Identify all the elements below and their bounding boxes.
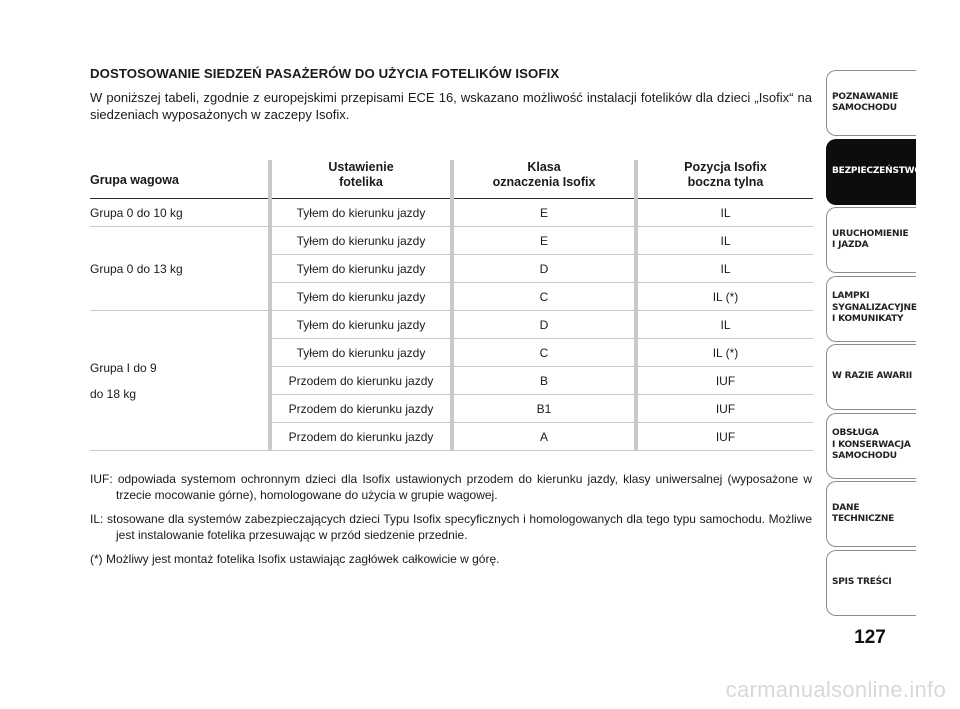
footnotes	[90, 471, 812, 575]
tab-poznawanie-samochodu[interactable]	[826, 70, 916, 136]
tab-label: OBSŁUGA I KONSERWACJA SAMOCHODU	[832, 428, 911, 462]
weight-group-label: Grupa I do 9	[90, 360, 157, 375]
isofix-table	[90, 160, 813, 451]
table-row	[90, 199, 813, 227]
tab-label: SPIS TREŚCI	[832, 576, 892, 587]
weight-group-label: do 18 kg	[90, 386, 137, 401]
table-header-row	[90, 160, 813, 199]
footnote-asterisk: (*) Możliwy jest montaż fotelika Isofix ustawiając zagłówek całkowicie w górę.	[90, 552, 500, 566]
tab-label: POZNAWANIE SAMOCHODU	[832, 91, 899, 113]
isofix-position-cell: IL	[638, 311, 813, 339]
header-weight-group: Grupa wagowa	[90, 160, 268, 199]
table-row	[90, 311, 813, 339]
seat-orientation-cell: Przodem do kierunku jazdy	[272, 423, 450, 451]
isofix-class-cell: C	[454, 283, 634, 311]
tab-spis-tresci[interactable]	[826, 550, 916, 616]
weight-group-cell	[90, 227, 268, 311]
tab-lampki-sygnalizacyjne[interactable]	[826, 276, 916, 342]
weight-group-cell	[90, 311, 268, 451]
seat-orientation-cell: Tyłem do kierunku jazdy	[272, 283, 450, 311]
weight-group-cell	[90, 199, 268, 227]
chapter-tabs	[826, 70, 922, 618]
tab-label: W RAZIE AWARII	[832, 371, 912, 382]
isofix-position-cell: IL	[638, 255, 813, 283]
intro-paragraph: W poniższej tabeli, zgodnie z europejskimi przepisami ECE 16, wskazano możliwość instalacji fotelików dla dzieci „Isofix“ na siedzeniach wyposażonych w zaczepy Isofix.	[90, 90, 812, 122]
tab-bezpieczenstwo[interactable]	[826, 139, 922, 205]
tab-label: BEZPIECZEŃSTWO	[832, 165, 922, 176]
header-isofix-position: Pozycja Isofix boczna tylna	[638, 160, 813, 199]
isofix-class-cell: A	[454, 423, 634, 451]
seat-orientation-cell: Tyłem do kierunku jazdy	[272, 339, 450, 367]
tab-label: DANE TECHNICZNE	[832, 502, 895, 524]
isofix-position-cell: IUF	[638, 423, 813, 451]
isofix-class-cell: D	[454, 255, 634, 283]
header-isofix-class: Klasa oznaczenia Isofix	[454, 160, 634, 199]
isofix-position-cell: IL (*)	[638, 339, 813, 367]
weight-group-label: Grupa 0 do 13 kg	[90, 261, 183, 276]
isofix-class-cell: C	[454, 339, 634, 367]
isofix-position-cell: IUF	[638, 395, 813, 423]
watermark: carmanualsonline.info	[725, 677, 946, 702]
isofix-class-cell: E	[454, 227, 634, 255]
table-row	[90, 227, 813, 255]
isofix-class-cell: D	[454, 311, 634, 339]
seat-orientation-cell: Tyłem do kierunku jazdy	[272, 199, 450, 227]
isofix-class-cell: B	[454, 367, 634, 395]
isofix-position-cell: IL	[638, 199, 813, 227]
seat-orientation-cell: Tyłem do kierunku jazdy	[272, 227, 450, 255]
page-number: 127	[854, 627, 886, 648]
isofix-position-cell: IL (*)	[638, 283, 813, 311]
seat-orientation-cell: Tyłem do kierunku jazdy	[272, 311, 450, 339]
tab-uruchomienie-i-jazda[interactable]	[826, 207, 916, 273]
isofix-class-cell: B1	[454, 395, 634, 423]
tab-obsluga-i-konserwacja[interactable]	[826, 413, 916, 479]
tab-label: URUCHOMIENIE I JAZDA	[832, 228, 909, 250]
header-seat-orientation: Ustawienie fotelika	[272, 160, 450, 199]
isofix-position-cell: IL	[638, 227, 813, 255]
tab-dane-techniczne[interactable]	[826, 481, 916, 547]
seat-orientation-cell: Tyłem do kierunku jazdy	[272, 255, 450, 283]
seat-orientation-cell: Przodem do kierunku jazdy	[272, 367, 450, 395]
seat-orientation-cell: Przodem do kierunku jazdy	[272, 395, 450, 423]
isofix-position-cell: IUF	[638, 367, 813, 395]
weight-group-label: Grupa 0 do 10 kg	[90, 205, 183, 220]
isofix-class-cell: E	[454, 199, 634, 227]
main-content	[90, 66, 812, 123]
page-title: DOSTOSOWANIE SIEDZEŃ PASAŻERÓW DO UŻYCIA FOTELIKÓW ISOFIX	[90, 66, 560, 81]
footnote-il: IL: stosowane dla systemów zabezpieczających dzieci Typu Isofix specyficznych i homologowanych dla tego typu samochodu. Możliwe jest instalowanie fotelika przesuwając w przód siedzenie przednie.	[90, 512, 812, 542]
tab-label: LAMPKI SYGNALIZACYJNE I KOMUNIKATY	[832, 291, 917, 325]
footnote-iuf: IUF: odpowiada systemom ochronnym dzieci dla Isofix ustawionych przodem do kierunku jazdy, klasy uniwersalnej (wyposażone w trzecie mocowanie górne), homologowane do użycia w grupie wagowej.	[90, 472, 812, 502]
tab-w-razie-awarii[interactable]	[826, 344, 916, 410]
